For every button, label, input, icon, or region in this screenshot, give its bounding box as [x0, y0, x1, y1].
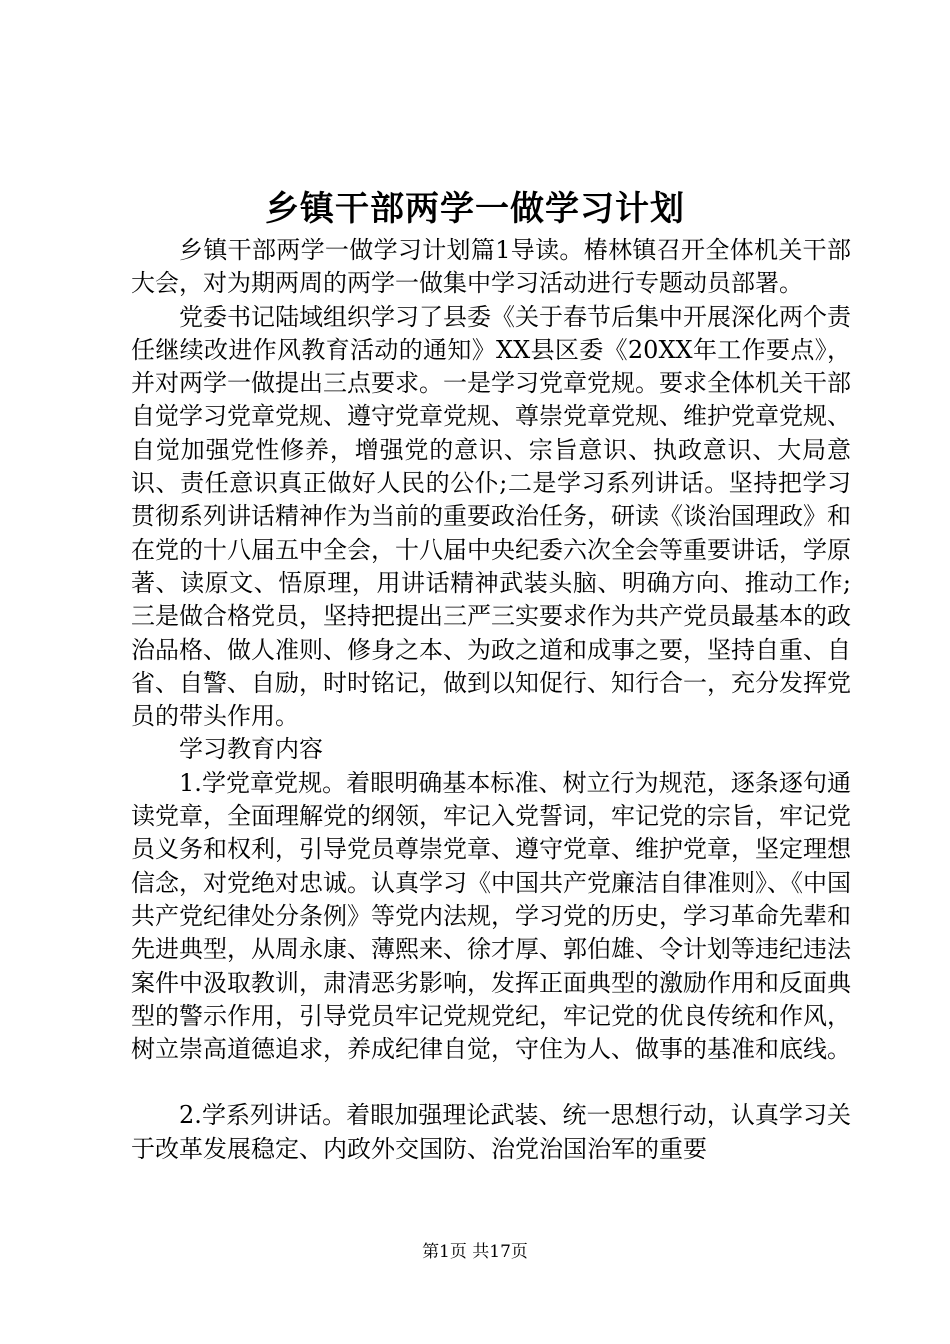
paragraph-secretary-requirements: 党委书记陆域组织学习了县委《关于春节后集中开展深化两个责任继续改进作风教育活动的通知》XX县区委《20XX年工作要点》，并对两学一做提出三点要求。一是学习党章党规。要求全体机关干部自觉学习党章党规、遵守党章党规、尊崇党章党规、维护党章党规、自觉加强党性修养，增强党的意识、宗旨意识、执政意识、大局意识、责任意识真正做好人民的公仆;二是学习系列讲话。坚持把学习贯彻系列讲话精神作为当前的重要政治任务，研读《谈治国理政》和在党的十八届五中全会，十八届中央纪委六次全会等重要讲话，学原著、读原文、悟原理，用讲话精神武装头脑、明确方向、推动工作;三是做合格党员，坚持把提出三严三实要求作为共产党员最基本的政治品格、做人准则、修身之本、为政之道和成事之要，坚持自重、自省、自警、自励，时时铭记，做到以知促行、知行合一，充分发挥党员的带头作用。 — [131, 302, 851, 731]
paragraph-intro: 乡镇干部两学一做学习计划篇1导读。椿林镇召开全体机关干部大会，对为期两周的两学一做集中学习活动进行专题动员部署。 — [131, 236, 851, 298]
paragraph-series-speeches: 2.学系列讲话。着眼加强理论武装、统一思想行动，认真学习关于改革发展稳定、内政外交国防、治党治国治军的重要 — [131, 1101, 851, 1163]
paragraph-party-rules: 1.学党章党规。着眼明确基本标准、树立行为规范，逐条逐句通读党章，全面理解党的纲领，牢记入党誓词，牢记党的宗旨，牢记党员义务和权利，引导党员尊崇党章、遵守党章、维护党章，坚定理想信念，对党绝对忠诚。认真学习《中国共产党廉洁自律准则》、《中国共产党纪律处分条例》等党内法规，学习党的历史，学习革命先辈和先进典型，从周永康、薄熙来、徐才厚、郭伯雄、令计划等违纪违法案件中汲取教训，肃清恶劣影响，发挥正面典型的激励作用和反面典型的警示作用，引导党员牢记党规党纪，牢记党的优良传统和作风，树立崇高道德追求，养成纪律自觉，守住为人、做事的基准和底线。 — [131, 768, 851, 1064]
page-number-footer: 第1页 共17页 — [422, 1242, 528, 1262]
document-body — [131, 234, 851, 1166]
section-heading-content: 学习教育内容 — [179, 735, 323, 764]
document-title: 乡镇干部两学一做学习计划 — [265, 189, 685, 229]
